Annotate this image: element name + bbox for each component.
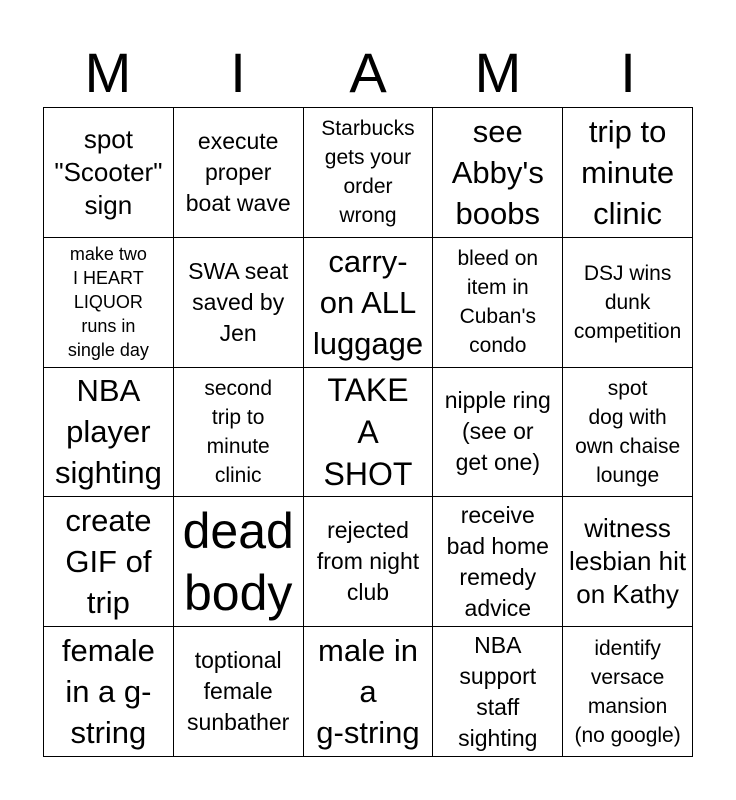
header-letter-i-2: I <box>620 41 636 104</box>
cell-text: TAKE A SHOT <box>323 371 413 492</box>
cell-text: carry- on ALL luggage <box>312 243 424 361</box>
cell-text: NBA support staff sighting <box>458 631 538 751</box>
bingo-cell[interactable] <box>304 238 434 368</box>
bingo-grid <box>43 107 693 757</box>
bingo-cell[interactable] <box>563 368 693 498</box>
cell-text: trip to minute clinic <box>581 113 675 231</box>
cell-text: female in a g- string <box>61 633 155 751</box>
cell-text: spot dog with own chaise lounge <box>575 376 681 487</box>
cell-text: make two I HEART LIQUOR runs in single day <box>67 244 149 361</box>
bingo-cell[interactable] <box>44 627 174 757</box>
bingo-cell[interactable] <box>563 238 693 368</box>
bingo-cell[interactable] <box>44 238 174 368</box>
cell-text: NBA player sighting <box>54 373 162 491</box>
header-letter-m: M <box>84 41 132 104</box>
bingo-cell[interactable] <box>174 497 304 627</box>
cell-text: nipple ring (see or get one) <box>444 387 551 476</box>
bingo-cell[interactable] <box>304 368 434 498</box>
bingo-cell[interactable] <box>44 368 174 498</box>
cell-text: rejected from night club <box>316 517 420 606</box>
header-letter-i: I <box>230 41 246 104</box>
bingo-cell[interactable] <box>433 108 563 238</box>
bingo-cell[interactable] <box>304 627 434 757</box>
cell-text: dead body <box>182 502 294 621</box>
bingo-header <box>43 40 693 106</box>
bingo-cell[interactable] <box>44 497 174 627</box>
bingo-cell[interactable] <box>433 627 563 757</box>
cell-text: Starbucks gets your order wrong <box>321 117 415 228</box>
bingo-cell[interactable] <box>304 108 434 238</box>
cell-text: witness lesbian hit on Kathy <box>569 513 687 610</box>
cell-text: DSJ wins dunk competition <box>573 261 682 343</box>
cell-text: create GIF of trip <box>65 503 152 621</box>
bingo-cell[interactable] <box>174 108 304 238</box>
bingo-cell[interactable] <box>433 497 563 627</box>
cell-text: toptional female sunbather <box>187 647 290 736</box>
bingo-cell[interactable] <box>174 627 304 757</box>
cell-text: second trip to minute clinic <box>204 376 273 487</box>
cell-text: see Abby's boobs <box>451 113 544 231</box>
bingo-cell[interactable] <box>174 238 304 368</box>
cell-text: identify versace mansion (no google) <box>574 636 681 747</box>
cell-text: male in a g-string <box>316 633 420 751</box>
cell-text: receive bad home remedy advice <box>446 501 549 621</box>
bingo-cell[interactable] <box>304 497 434 627</box>
header-letter-m-2: M <box>474 41 522 104</box>
cell-text: SWA seat saved by Jen <box>188 257 289 346</box>
cell-text: execute proper boat wave <box>185 127 291 216</box>
bingo-cell[interactable] <box>563 627 693 757</box>
cell-text: bleed on item in Cuban's condo <box>457 247 539 358</box>
bingo-cell[interactable] <box>563 497 693 627</box>
bingo-cell[interactable] <box>433 238 563 368</box>
bingo-cell[interactable] <box>433 368 563 498</box>
bingo-cell[interactable] <box>44 108 174 238</box>
bingo-cell[interactable] <box>563 108 693 238</box>
bingo-cell[interactable] <box>174 368 304 498</box>
header-letter-a: A <box>349 41 387 104</box>
cell-text: spot "Scooter" sign <box>54 123 163 220</box>
